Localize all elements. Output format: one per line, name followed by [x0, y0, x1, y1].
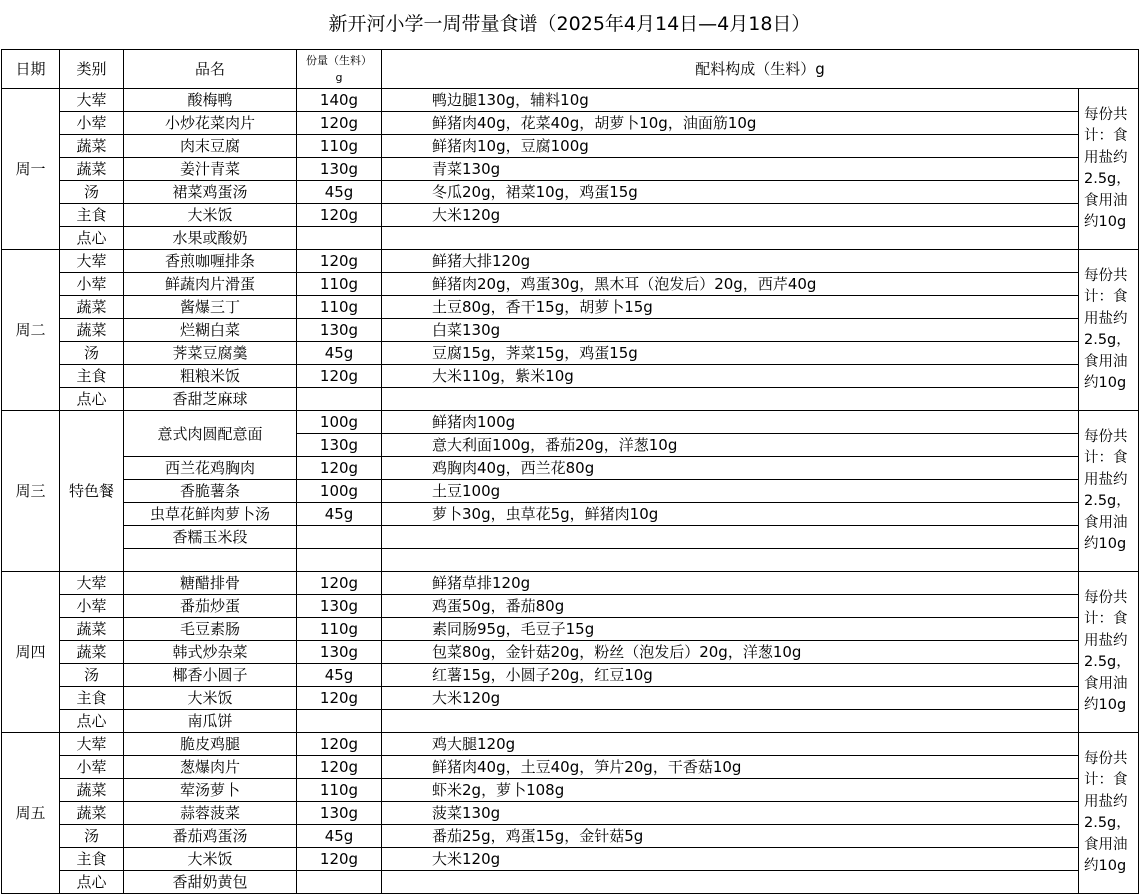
- ingredients-cell: 鲜猪草排120g: [382, 572, 1079, 595]
- dish-name: 烂糊白菜: [124, 319, 297, 342]
- ingredients-cell: 素同肠95g，毛豆子15g: [382, 618, 1079, 641]
- quantity-cell: 100g: [297, 480, 382, 503]
- dish-name: 葱爆肉片: [124, 756, 297, 779]
- dish-name: 意式肉圆配意面: [124, 411, 297, 457]
- table-row: [2, 388, 1139, 411]
- category-cell: 特色餐: [60, 411, 124, 572]
- table-row: [2, 664, 1139, 687]
- quantity-cell: 100g: [297, 411, 382, 434]
- category-cell: 大荤: [60, 89, 124, 112]
- ingredients-cell: [382, 549, 1079, 572]
- category-cell: 汤: [60, 825, 124, 848]
- header-day: 日期: [2, 50, 60, 89]
- quantity-cell: 110g: [297, 135, 382, 158]
- category-cell: 主食: [60, 204, 124, 227]
- dish-name: [124, 549, 297, 572]
- category-cell: 点心: [60, 227, 124, 250]
- category-cell: 汤: [60, 342, 124, 365]
- dish-name: 香脆薯条: [124, 480, 297, 503]
- table-row: [2, 89, 1139, 112]
- ingredients-cell: 鸡胸肉40g，西兰花80g: [382, 457, 1079, 480]
- table-row: [2, 756, 1139, 779]
- ingredients-cell: [382, 710, 1079, 733]
- category-cell: 大荤: [60, 572, 124, 595]
- dish-name: 姜汁青菜: [124, 158, 297, 181]
- header-row: [2, 50, 1139, 89]
- table-row: [2, 181, 1139, 204]
- table-row: [2, 227, 1139, 250]
- quantity-cell: 110g: [297, 618, 382, 641]
- table-row: [2, 273, 1139, 296]
- category-cell: 蔬菜: [60, 296, 124, 319]
- header-ingredients: 配料构成（生料）g: [382, 50, 1139, 89]
- quantity-cell: 130g: [297, 319, 382, 342]
- ingredients-cell: 大米110g，紫米10g: [382, 365, 1079, 388]
- category-cell: 蔬菜: [60, 319, 124, 342]
- ingredients-cell: 萝卜30g，虫草花5g，鲜猪肉10g: [382, 503, 1079, 526]
- ingredients-cell: 白菜130g: [382, 319, 1079, 342]
- dish-name: 虫草花鲜肉萝卜汤: [124, 503, 297, 526]
- header-dish: 品名: [124, 50, 297, 89]
- ingredients-cell: [382, 388, 1079, 411]
- dish-name: 香甜芝麻球: [124, 388, 297, 411]
- ingredients-cell: 包菜80g，金针菇20g，粉丝（泡发后）20g，洋葱10g: [382, 641, 1079, 664]
- ingredients-cell: 鲜猪肉100g: [382, 411, 1079, 434]
- dish-name: 糖醋排骨: [124, 572, 297, 595]
- quantity-cell: 120g: [297, 848, 382, 871]
- dish-name: 大米饭: [124, 687, 297, 710]
- ingredients-cell: 土豆100g: [382, 480, 1079, 503]
- quantity-cell: [297, 227, 382, 250]
- table-row: [2, 641, 1139, 664]
- quantity-cell: 45g: [297, 503, 382, 526]
- quantity-cell: 130g: [297, 158, 382, 181]
- quantity-cell: 45g: [297, 664, 382, 687]
- table-row: [2, 365, 1139, 388]
- quantity-cell: 120g: [297, 687, 382, 710]
- table-row: [2, 158, 1139, 181]
- dish-name: 香甜奶黄包: [124, 871, 297, 894]
- dish-name: 番茄鸡蛋汤: [124, 825, 297, 848]
- category-cell: 小荤: [60, 112, 124, 135]
- quantity-cell: 120g: [297, 112, 382, 135]
- ingredients-cell: 土豆80g，香干15g，胡萝卜15g: [382, 296, 1079, 319]
- table-row: [2, 779, 1139, 802]
- ingredients-cell: [382, 871, 1079, 894]
- ingredients-cell: 青菜130g: [382, 158, 1079, 181]
- day-label: 周五: [2, 733, 60, 894]
- category-cell: 汤: [60, 664, 124, 687]
- dish-name: 蒜蓉菠菜: [124, 802, 297, 825]
- table-row: [2, 319, 1139, 342]
- quantity-cell: 45g: [297, 181, 382, 204]
- table-row: [2, 411, 1139, 434]
- ingredients-cell: 番茄25g，鸡蛋15g，金针菇5g: [382, 825, 1079, 848]
- table-row: [2, 250, 1139, 273]
- category-cell: 蔬菜: [60, 802, 124, 825]
- table-row: [2, 549, 1139, 572]
- quantity-cell: 45g: [297, 825, 382, 848]
- page-title: 新开河小学一周带量食谱（2025年4月14日—4月18日）: [328, 13, 811, 35]
- day-label: 周三: [2, 411, 60, 572]
- quantity-cell: 120g: [297, 204, 382, 227]
- ingredients-cell: 大米120g: [382, 848, 1079, 871]
- menu-table: [1, 49, 1139, 894]
- header-category: 类别: [60, 50, 124, 89]
- header-quantity-line1: 份量（生料）: [306, 54, 372, 67]
- table-row: [2, 296, 1139, 319]
- dish-name: 鲜蔬肉片滑蛋: [124, 273, 297, 296]
- dish-name: 荠菜豆腐羹: [124, 342, 297, 365]
- quantity-cell: 110g: [297, 273, 382, 296]
- dish-name: 酸梅鸭: [124, 89, 297, 112]
- quantity-cell: 120g: [297, 457, 382, 480]
- quantity-cell: 110g: [297, 296, 382, 319]
- category-cell: 小荤: [60, 273, 124, 296]
- table-row: [2, 503, 1139, 526]
- category-cell: 蔬菜: [60, 158, 124, 181]
- dish-name: 酱爆三丁: [124, 296, 297, 319]
- category-cell: 蔬菜: [60, 135, 124, 158]
- ingredients-cell: 鲜猪大排120g: [382, 250, 1079, 273]
- quantity-cell: 120g: [297, 733, 382, 756]
- quantity-cell: 140g: [297, 89, 382, 112]
- ingredients-cell: 鲜猪肉20g，鸡蛋30g，黑木耳（泡发后）20g，西芹40g: [382, 273, 1079, 296]
- ingredients-cell: 鲜猪肉40g，土豆40g，笋片20g，干香菇10g: [382, 756, 1079, 779]
- note-cell: 每份共计：食用盐约2.5g，食用油约10g: [1079, 572, 1139, 733]
- category-cell: 大荤: [60, 733, 124, 756]
- quantity-cell: [297, 549, 382, 572]
- dish-name: 大米饭: [124, 204, 297, 227]
- ingredients-cell: 鸡大腿120g: [382, 733, 1079, 756]
- category-cell: 大荤: [60, 250, 124, 273]
- note-cell: 每份共计：食用盐约2.5g，食用油约10g: [1079, 250, 1139, 411]
- category-cell: 汤: [60, 181, 124, 204]
- quantity-cell: 130g: [297, 434, 382, 457]
- quantity-cell: 130g: [297, 641, 382, 664]
- ingredients-cell: 菠菜130g: [382, 802, 1079, 825]
- table-row: [2, 135, 1139, 158]
- category-cell: 蔬菜: [60, 641, 124, 664]
- dish-name: 大米饭: [124, 848, 297, 871]
- quantity-cell: 45g: [297, 342, 382, 365]
- category-cell: 蔬菜: [60, 779, 124, 802]
- table-row: [2, 687, 1139, 710]
- ingredients-cell: 鲜猪肉10g，豆腐100g: [382, 135, 1079, 158]
- quantity-cell: [297, 871, 382, 894]
- header-quantity-line2: g: [335, 71, 343, 84]
- note-cell: 每份共计：食用盐约2.5g，食用油约10g: [1079, 411, 1139, 572]
- note-cell: 每份共计：食用盐约2.5g，食用油约10g: [1079, 733, 1139, 894]
- table-row: [2, 526, 1139, 549]
- table-row: [2, 871, 1139, 894]
- dish-name: 荤汤萝卜: [124, 779, 297, 802]
- table-row: [2, 848, 1139, 871]
- dish-name: 西兰花鸡胸肉: [124, 457, 297, 480]
- header-quantity: [297, 50, 382, 89]
- ingredients-cell: 大米120g: [382, 204, 1079, 227]
- quantity-cell: 120g: [297, 365, 382, 388]
- category-cell: 小荤: [60, 756, 124, 779]
- category-cell: 小荤: [60, 595, 124, 618]
- ingredients-cell: 鸭边腿130g，辅料10g: [382, 89, 1079, 112]
- quantity-cell: 130g: [297, 802, 382, 825]
- ingredients-cell: 冬瓜20g，裙菜10g，鸡蛋15g: [382, 181, 1079, 204]
- ingredients-cell: 鸡蛋50g，番茄80g: [382, 595, 1079, 618]
- category-cell: 点心: [60, 388, 124, 411]
- dish-name: 毛豆素肠: [124, 618, 297, 641]
- quantity-cell: 130g: [297, 595, 382, 618]
- table-row: [2, 204, 1139, 227]
- ingredients-cell: 红薯15g，小圆子20g，红豆10g: [382, 664, 1079, 687]
- ingredients-cell: 虾米2g，萝卜108g: [382, 779, 1079, 802]
- ingredients-cell: 鲜猪肉40g，花菜40g，胡萝卜10g，油面筋10g: [382, 112, 1079, 135]
- quantity-cell: [297, 526, 382, 549]
- ingredients-cell: 豆腐15g，荠菜15g，鸡蛋15g: [382, 342, 1079, 365]
- quantity-cell: 120g: [297, 250, 382, 273]
- dish-name: 南瓜饼: [124, 710, 297, 733]
- table-row: [2, 112, 1139, 135]
- quantity-cell: 110g: [297, 779, 382, 802]
- day-label: 周二: [2, 250, 60, 411]
- dish-name: 香煎咖喱排条: [124, 250, 297, 273]
- table-row: [2, 342, 1139, 365]
- dish-name: 韩式炒杂菜: [124, 641, 297, 664]
- ingredients-cell: [382, 227, 1079, 250]
- day-label: 周四: [2, 572, 60, 733]
- quantity-cell: [297, 710, 382, 733]
- table-row: [2, 572, 1139, 595]
- day-label: 周一: [2, 89, 60, 250]
- note-cell: 每份共计：食用盐约2.5g，食用油约10g: [1079, 89, 1139, 250]
- dish-name: 番茄炒蛋: [124, 595, 297, 618]
- category-cell: 点心: [60, 710, 124, 733]
- category-cell: 主食: [60, 365, 124, 388]
- dish-name: 粗粮米饭: [124, 365, 297, 388]
- quantity-cell: [297, 388, 382, 411]
- ingredients-cell: 意大利面100g，番茄20g，洋葱10g: [382, 434, 1079, 457]
- dish-name: 肉末豆腐: [124, 135, 297, 158]
- table-row: [2, 802, 1139, 825]
- dish-name: 椰香小圆子: [124, 664, 297, 687]
- table-row: [2, 457, 1139, 480]
- category-cell: 主食: [60, 687, 124, 710]
- category-cell: 蔬菜: [60, 618, 124, 641]
- dish-name: 裙菜鸡蛋汤: [124, 181, 297, 204]
- dish-name: 小炒花菜肉片: [124, 112, 297, 135]
- table-row: [2, 480, 1139, 503]
- table-row: [2, 825, 1139, 848]
- category-cell: 主食: [60, 848, 124, 871]
- ingredients-cell: 大米120g: [382, 687, 1079, 710]
- dish-name: 脆皮鸡腿: [124, 733, 297, 756]
- table-row: [2, 595, 1139, 618]
- table-row: [2, 710, 1139, 733]
- category-cell: 点心: [60, 871, 124, 894]
- table-row: [2, 618, 1139, 641]
- ingredients-cell: [382, 526, 1079, 549]
- dish-name: 水果或酸奶: [124, 227, 297, 250]
- dish-name: 香糯玉米段: [124, 526, 297, 549]
- quantity-cell: 120g: [297, 572, 382, 595]
- quantity-cell: 120g: [297, 756, 382, 779]
- table-row: [2, 733, 1139, 756]
